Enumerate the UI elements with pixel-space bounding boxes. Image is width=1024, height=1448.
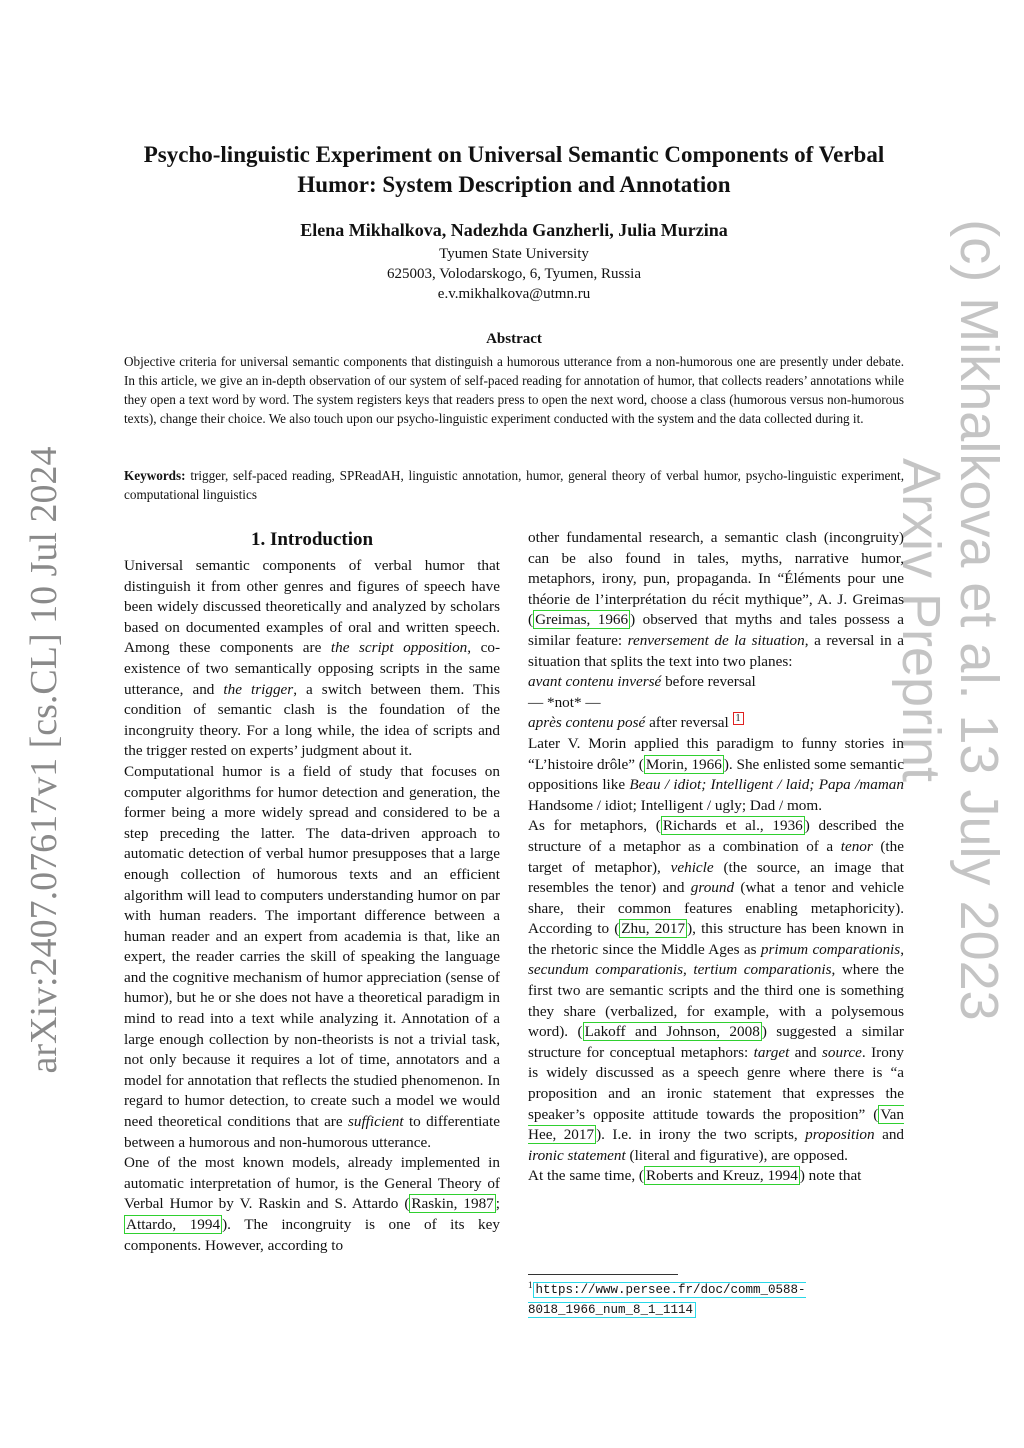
watermark-line-1: (c) Mikhalkova et al. 13 July 2023 — [949, 219, 1009, 1021]
left-column — [124, 528, 500, 1256]
footnote-divider — [528, 1274, 678, 1275]
keywords-label: Keywords: — [124, 468, 186, 483]
citation-link[interactable]: Van Hee, 2017 — [528, 1105, 904, 1144]
affiliation-block — [124, 244, 904, 304]
citation-link[interactable]: Attardo, 1994 — [126, 1216, 221, 1233]
paragraph: other fundamental research, a semantic clash (incongruity) can be also found in tales, myths, narrative humor, metaphors, irony, pun, propaganda. In “Éléments pour une théorie de l’interprétation du récit mythique”, A. J. Greimas ( Greimas, 1966 ) observed that myths and tales possess a similar feature: renversement de la situation, a reversal in a situation that splits the text into two planes: — [528, 529, 905, 670]
citation-link[interactable]: Zhu, 2017 — [621, 920, 686, 938]
citation-link[interactable]: Lakoff and Johnson, 2008 — [584, 1023, 760, 1041]
paragraph: As for metaphors, ( Richards et al., 1936 ) described the structure of a metaphor as a combination of a tenor (the target of metaphor), vehicle (the source, an image that resembles the tenor) and ground (what a tenor and vehicle share, their common features enabling metaphoricity). According to ( Zhu, 2017 ), this structure has been known in the rhetoric since the Middle Ages as primum comparationis, secundum comparationis, tertium comparationis, where the first two are semantic scripts and the third one is something they share (verbalized, for example, with a polysemous word). ( Lakoff and Johnson, 2008 ) suggested a similar structure for conceptual metaphors: target and source. Irony is widely discussed as a speech genre where there is “a proposition and an ironic statement that expresses the speaker’s opposite attitude towards the proposition” ( Van Hee, 2017 ). I.e. in irony the two scripts, proposition and ironic statement (literal and figurative), are opposed. — [528, 817, 905, 1164]
footnote-reference-link[interactable]: 1 — [733, 712, 744, 725]
abstract-heading: Abstract — [486, 331, 542, 347]
footnote — [528, 1280, 908, 1320]
keywords — [124, 466, 904, 504]
keywords-text: trigger, self-paced reading, SPReadAH, linguistic annotation, humor, general theory of verbal humor, psycho-linguistic experiment, computational linguistics — [124, 468, 904, 502]
footnote-number: 1 — [528, 1279, 533, 1290]
citation-link[interactable]: Richards et al., 1936 — [662, 817, 803, 835]
example-line: — *not* — — [528, 693, 601, 711]
citation-link[interactable]: Greimas, 1966 — [535, 611, 629, 629]
citation-link[interactable]: Morin, 1966 — [645, 755, 722, 773]
paragraph: Universal semantic components of verbal humor that distinguish it from other genres and figures of speech have been widely discussed theoretically and analyzed by scholars based on documented examples of oral and written speech. Among these components are the script opposition, co-existence of two semantically opposing scripts in the same utterance, and the trigger, a switch between them. This condition of semantic clash is the foundation of the incongruity theory. For a long while, the idea of scripts and the trigger rested on experts’ judgment about it. — [124, 557, 500, 760]
abstract-text: Objective criteria for universal semantic components that distinguish a humorous utterance from a non-humorous one are presently under debate. In this article, we give an in-depth observation of our system of self-paced reading for annotation of humor, that collects readers’ annotations while they open a text word by word. The system registers keys that readers press to open the next word, choose a class (humorous versus non-humorous texts), change their choice. We also touch upon our psycho-linguistic experiment conducted with the system and the data collected during it. — [124, 354, 904, 426]
citation-link[interactable]: Raskin, 1987 — [411, 1195, 494, 1213]
example-line: après contenu posé after reversal $^1$ — [528, 713, 904, 734]
paragraph: Later V. Morin applied this paradigm to funny stories in “L’histoire drôle” ( Morin, 1966 ). She enlisted some semantic oppositions like Beau / idiot; Intelligent / laid; Papa /maman Handsome / idiot; Intelligent / ugly; Dad / mom. — [528, 734, 904, 814]
email: e.v.mikhalkova@utmn.ru — [437, 286, 591, 302]
footnote-url-link[interactable]: https://www.persee.fr/doc/comm_0588-8018_1966_num_8_1_1114 — [528, 1283, 806, 1317]
paper-title: Psycho-linguistic Experiment on Universal Semantic Components of Verbal Humor: System Description and Annotation — [143, 142, 885, 197]
section-heading: 1. Introduction — [250, 529, 374, 550]
author-list: Elena Mikhalkova, Nadezhda Ganzherli, Julia Murzina — [300, 220, 728, 240]
paragraph: At the same time, ( Roberts and Kreuz, 1994 ) note that — [528, 1167, 862, 1185]
watermark-line-2: Arxiv Preprint — [891, 457, 951, 783]
citation-link[interactable]: Roberts and Kreuz, 1994 — [645, 1167, 798, 1185]
right-column — [528, 528, 904, 1187]
affiliation: Tyumen State University — [439, 246, 589, 262]
paragraph: One of the most known models, already implemented in automatic interpretation of humor, is the General Theory of Verbal Humor by V. Raskin and S. Attardo ( Raskin, 1987 ; Attardo, 1994 ). The incongruity is one of its key components. However, according to — [124, 1154, 500, 1254]
example-line: avant contenu inversé before reversal — [528, 673, 756, 691]
paragraph: Computational humor is a field of study that focuses on computer algorithms for humor detection and generation, the former being a more widely spread and considered to be a step preceding the latter. The data-driven approach to automatic detection of verbal humor presupposes that a large enough collection of humorous texts and an efficient algorithm will lead to computers understanding humor on par with human readers. The important difference between a human reader and an expert from academia is that, like an expert, the reader carries the skill of speaking the language and the cognitive mechanism of humor appreciation (sense of humor), but he or she does not have a theoretical paradigm in mind to read into a text while analyzing it. Annotation of a large enough collection by non-theorists is not a trivial task, not only because it requires a lot of time, annotators and a model for annotation that reflects the studied phenomenon. In regard to humor detection, to create such a model we would need theoretical conditions that are sufficient to differentiate between a humorous and non-humorous utterance. — [124, 762, 500, 1151]
address: 625003, Volodarskogo, 6, Tyumen, Russia — [387, 266, 641, 282]
copyright-watermark — [892, 219, 1008, 1020]
arxiv-identifier: arXiv:2407.07617v1 [cs.CL] 10 Jul 2024 — [23, 446, 65, 1074]
